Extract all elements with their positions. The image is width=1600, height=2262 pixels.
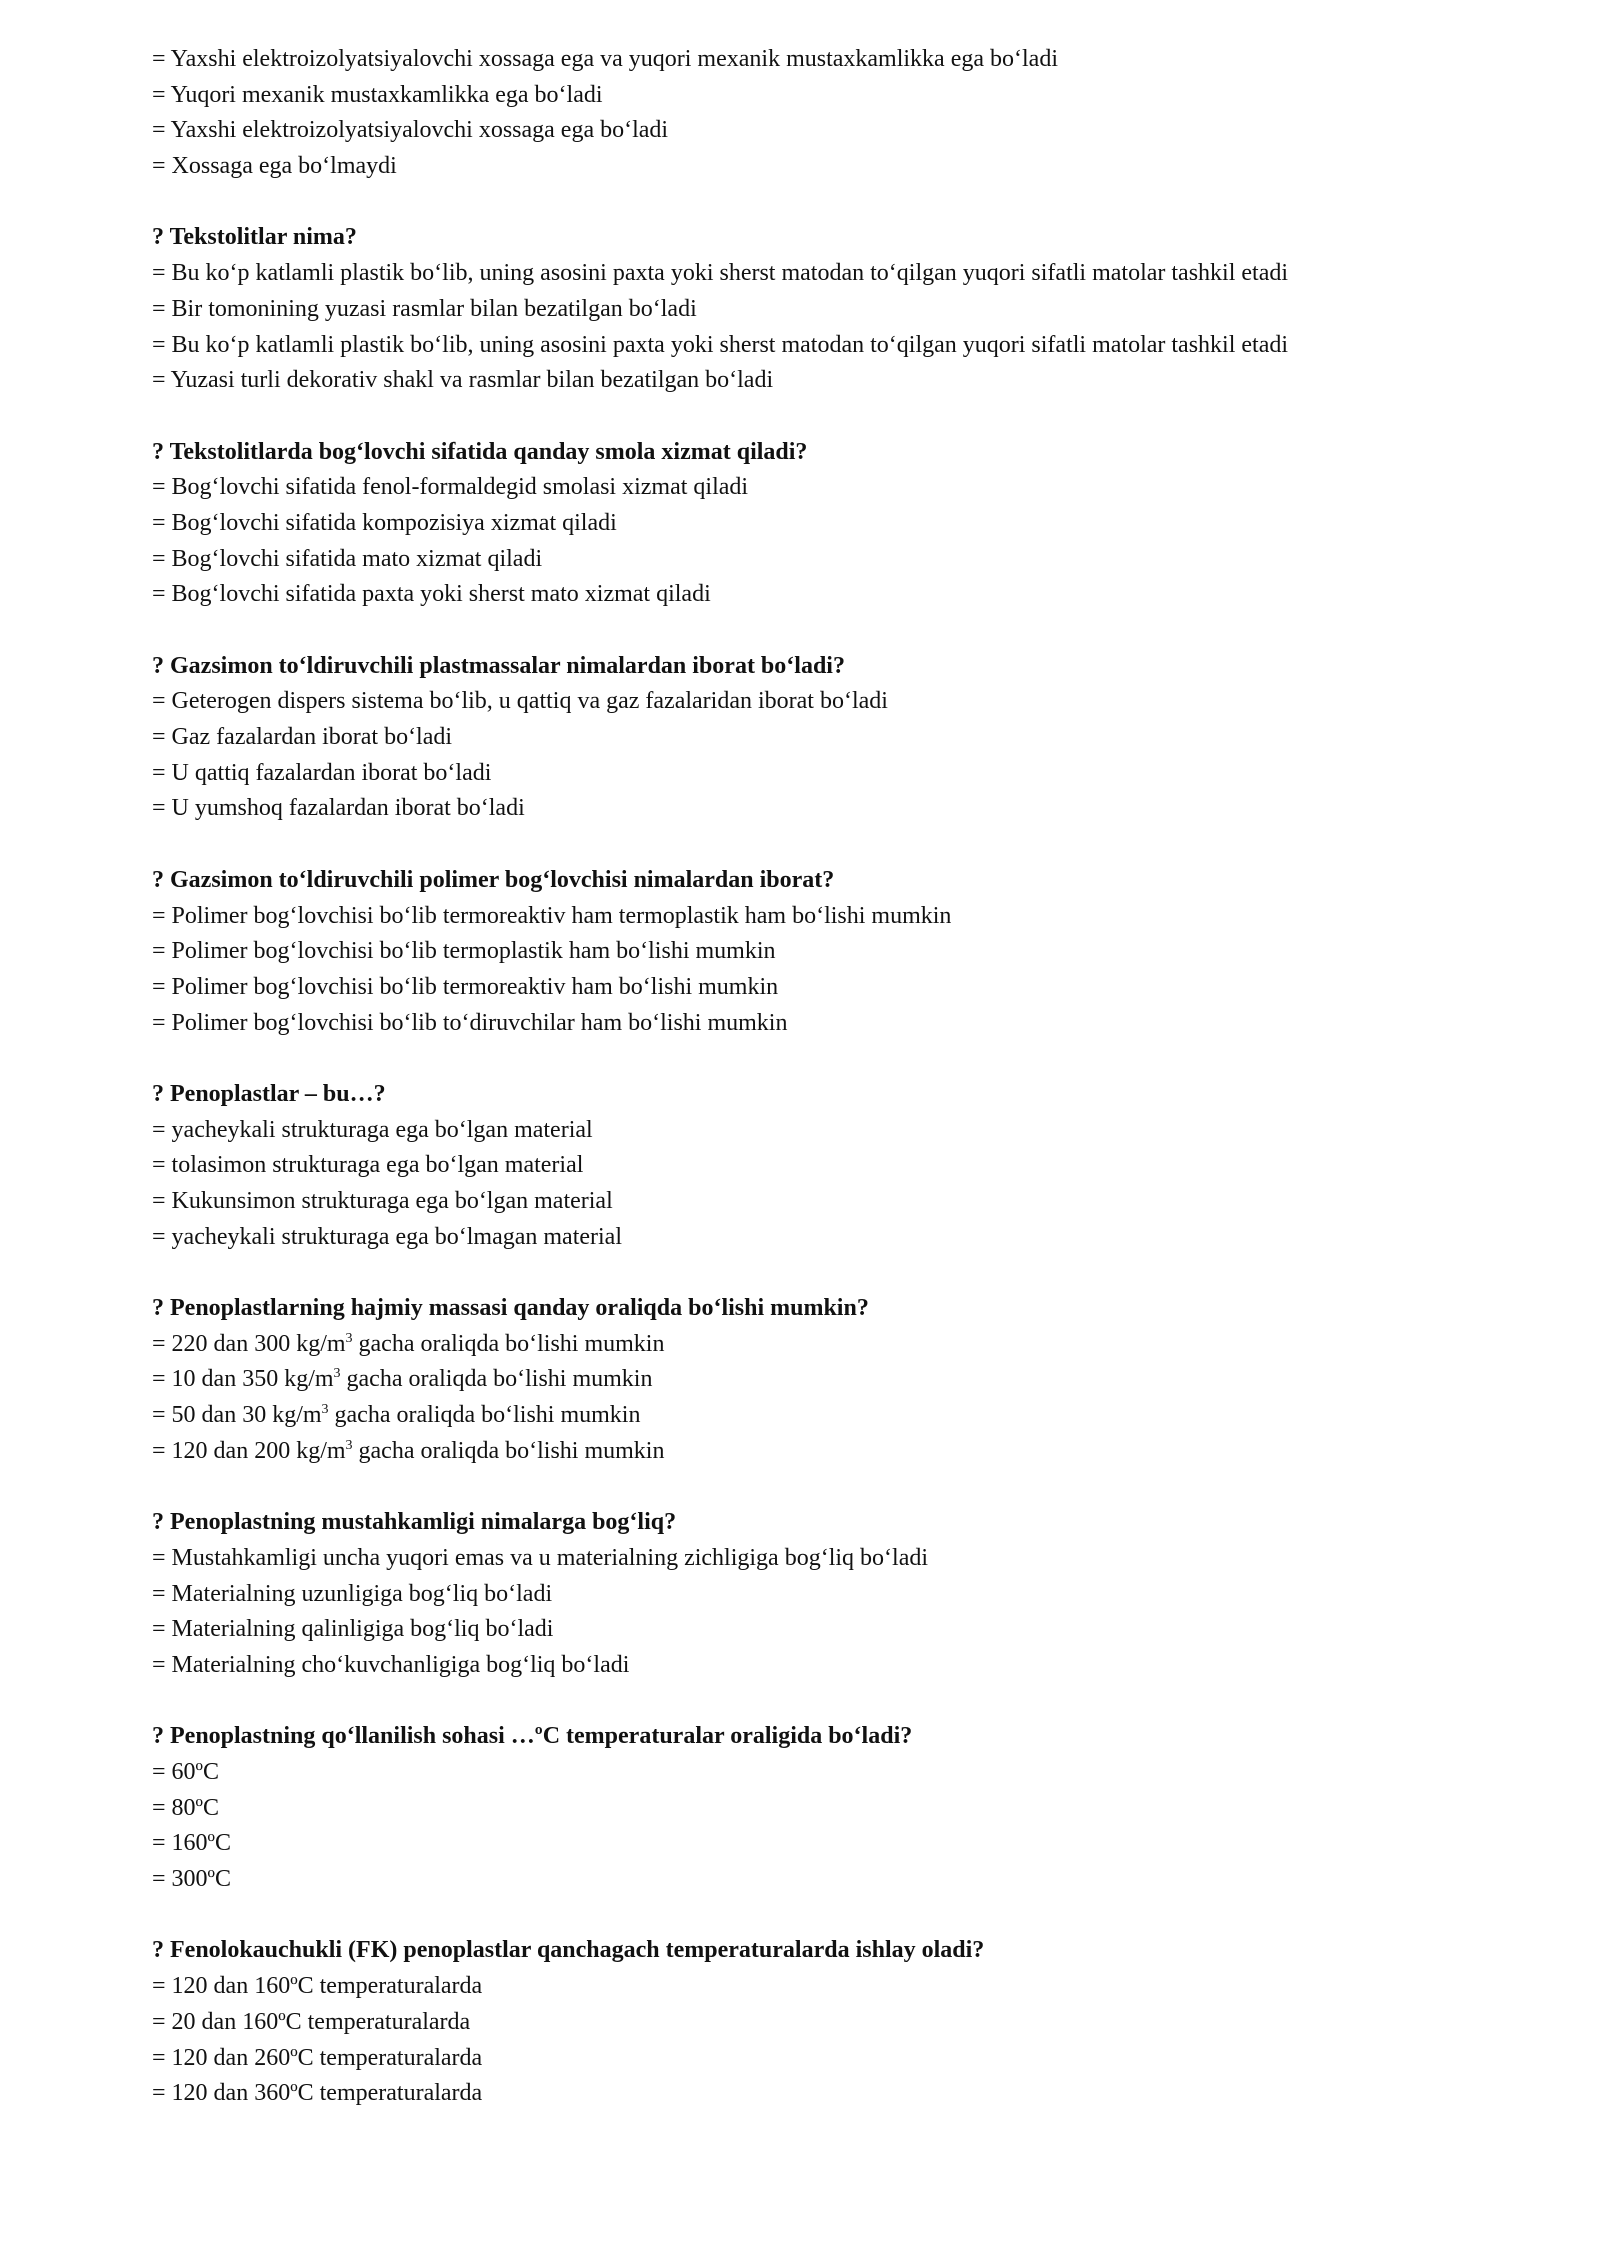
answer-option xyxy=(152,1398,1552,1434)
answer-text: = 50 dan 30 kg/m xyxy=(152,1402,322,1429)
superscript-exponent: 3 xyxy=(345,1330,353,1346)
question-block xyxy=(152,220,1552,398)
answer-option: = Polimer bogʻlovchisi boʻlib termoplastik ham boʻlishi mumkin xyxy=(152,938,776,965)
answer-option: = Polimer bogʻlovchisi boʻlib termoreaktiv ham termoplastik ham boʻlishi mumkin xyxy=(152,902,952,929)
question-block xyxy=(152,1933,1552,2111)
answer-text: gacha oraliqda boʻlishi mumkin xyxy=(340,1366,653,1393)
answer-option xyxy=(152,1362,1552,1398)
question-block xyxy=(152,1291,1552,1469)
answer-option: = Kukunsimon strukturaga ega boʻlgan material xyxy=(152,1188,613,1214)
answer-text: = 220 dan 300 kg/m xyxy=(152,1330,346,1357)
answer-option: = 60ºC xyxy=(152,1759,219,1785)
question-block xyxy=(152,435,1552,613)
answer-option xyxy=(152,1434,1552,1470)
question-text: ? Gazsimon toʻldiruvchili polimer bogʻlovchisi nimalardan iborat? xyxy=(152,866,835,893)
question-block xyxy=(152,863,1552,1041)
answer-option: = Polimer bogʻlovchisi boʻlib termoreaktiv ham boʻlishi mumkin xyxy=(152,973,779,1000)
answer-option: = U qattiq fazalardan iborat boʻladi xyxy=(152,759,492,786)
question-text: ? Tekstolitlar nima? xyxy=(152,224,357,251)
answer-option: = Bu koʻp katlamli plastik boʻlib, uning asosini paxta yoki sherst matodan toʻqilgan yuqori sifatli matolar tashkil etadi xyxy=(152,260,1289,287)
answer-option: = 20 dan 160ºC temperaturalarda xyxy=(152,2008,471,2035)
answer-option: = Xossaga ega boʻlmaydi xyxy=(152,153,397,180)
answer-group-continuation xyxy=(152,42,1552,185)
answer-option: = Gaz fazalardan iborat boʻladi xyxy=(152,724,453,751)
answer-option: = Yaxshi elektroizolyatsiyalovchi xossaga ega va yuqori mexanik mustaxkamlikka ega boʻladi xyxy=(152,46,1058,72)
superscript-exponent: 3 xyxy=(321,1402,329,1418)
answer-option: = yacheykali strukturaga ega boʻlgan material xyxy=(152,1116,593,1143)
answer-option: = Bogʻlovchi sifatida paxta yoki sherst mato xizmat qiladi xyxy=(152,581,711,608)
answer-option: = tolasimon strukturaga ega boʻlgan material xyxy=(152,1152,584,1179)
answer-option: = 120 dan 360ºC temperaturalarda xyxy=(152,2080,483,2107)
answer-option: = Mustahkamligi uncha yuqori emas va u materialning zichligiga bogʻliq boʻladi xyxy=(152,1544,929,1571)
question-text: ? Penoplastning qoʻllanilish sohasi …ºC temperaturalar oraligida boʻladi? xyxy=(152,1723,913,1750)
question-text: ? Gazsimon toʻldiruvchili plastmassalar nimalardan iborat boʻladi? xyxy=(152,652,845,679)
question-text: ? Penoplastlarning hajmiy massasi qanday oraliqda boʻlishi mumkin? xyxy=(152,1295,869,1322)
answer-option: = yacheykali strukturaga ega boʻlmagan material xyxy=(152,1223,623,1250)
question-text: ? Tekstolitlarda bogʻlovchi sifatida qanday smola xizmat qiladi? xyxy=(152,438,808,465)
answer-option: = Bogʻlovchi sifatida mato xizmat qiladi xyxy=(152,545,543,572)
answer-option: = Materialning qalinligiga bogʻliq boʻladi xyxy=(152,1616,554,1643)
answer-option: = Geterogen dispers sistema boʻlib, u qattiq va gaz fazalaridan iborat boʻladi xyxy=(152,688,888,715)
question-block xyxy=(152,649,1552,827)
answer-text: = 10 dan 350 kg/m xyxy=(152,1366,334,1393)
answer-option: = 120 dan 160ºC temperaturalarda xyxy=(152,1973,483,2000)
answer-option: = Bogʻlovchi sifatida kompozisiya xizmat qiladi xyxy=(152,509,617,536)
answer-option: = Yaxshi elektroizolyatsiyalovchi xossaga ega boʻladi xyxy=(152,117,669,144)
answer-text: gacha oraliqda boʻlishi mumkin xyxy=(352,1330,665,1357)
superscript-exponent: 3 xyxy=(345,1437,353,1453)
question-text: ? Fenolokauchukli (FK) penoplastlar qanchagach temperaturalarda ishlay oladi? xyxy=(152,1937,985,1964)
answer-option: = 300ºC xyxy=(152,1866,231,1893)
answer-option: = Bir tomonining yuzasi rasmlar bilan bezatilgan boʻladi xyxy=(152,295,697,322)
question-block xyxy=(152,1505,1552,1683)
question-block xyxy=(152,1719,1552,1897)
answer-option: = Bogʻlovchi sifatida fenol-formaldegid smolasi xizmat qiladi xyxy=(152,474,749,501)
answer-option xyxy=(152,1327,1552,1363)
answer-option: = Polimer bogʻlovchisi boʻlib toʻdiruvchilar ham boʻlishi mumkin xyxy=(152,1009,788,1036)
answer-text: = 120 dan 200 kg/m xyxy=(152,1437,346,1464)
answer-option: = Yuqori mexanik mustaxkamlikka ega boʻladi xyxy=(152,81,603,108)
answer-option: = 120 dan 260ºC temperaturalarda xyxy=(152,2044,483,2071)
answer-text: gacha oraliqda boʻlishi mumkin xyxy=(352,1437,665,1464)
superscript-exponent: 3 xyxy=(333,1366,341,1382)
answer-option: = Materialning choʻkuvchanligiga bogʻliq boʻladi xyxy=(152,1651,630,1678)
answer-option: = 160ºC xyxy=(152,1830,231,1857)
question-text: ? Penoplastning mustahkamligi nimalarga bogʻliq? xyxy=(152,1509,677,1536)
answer-option: = 80ºC xyxy=(152,1794,219,1821)
answer-option: = Yuzasi turli dekorativ shakl va rasmlar bilan bezatilgan boʻladi xyxy=(152,367,774,394)
document-page xyxy=(152,42,1552,2112)
answer-text: gacha oraliqda boʻlishi mumkin xyxy=(328,1402,641,1429)
answer-option: = Materialning uzunligiga bogʻliq boʻladi xyxy=(152,1580,553,1607)
question-text: ? Penoplastlar – bu…? xyxy=(152,1080,386,1107)
question-block xyxy=(152,1077,1552,1255)
answer-option: = U yumshoq fazalardan iborat boʻladi xyxy=(152,795,525,822)
answer-option: = Bu koʻp katlamli plastik boʻlib, uning asosini paxta yoki sherst matodan toʻqilgan yuqori sifatli matolar tashkil etadi xyxy=(152,331,1289,358)
